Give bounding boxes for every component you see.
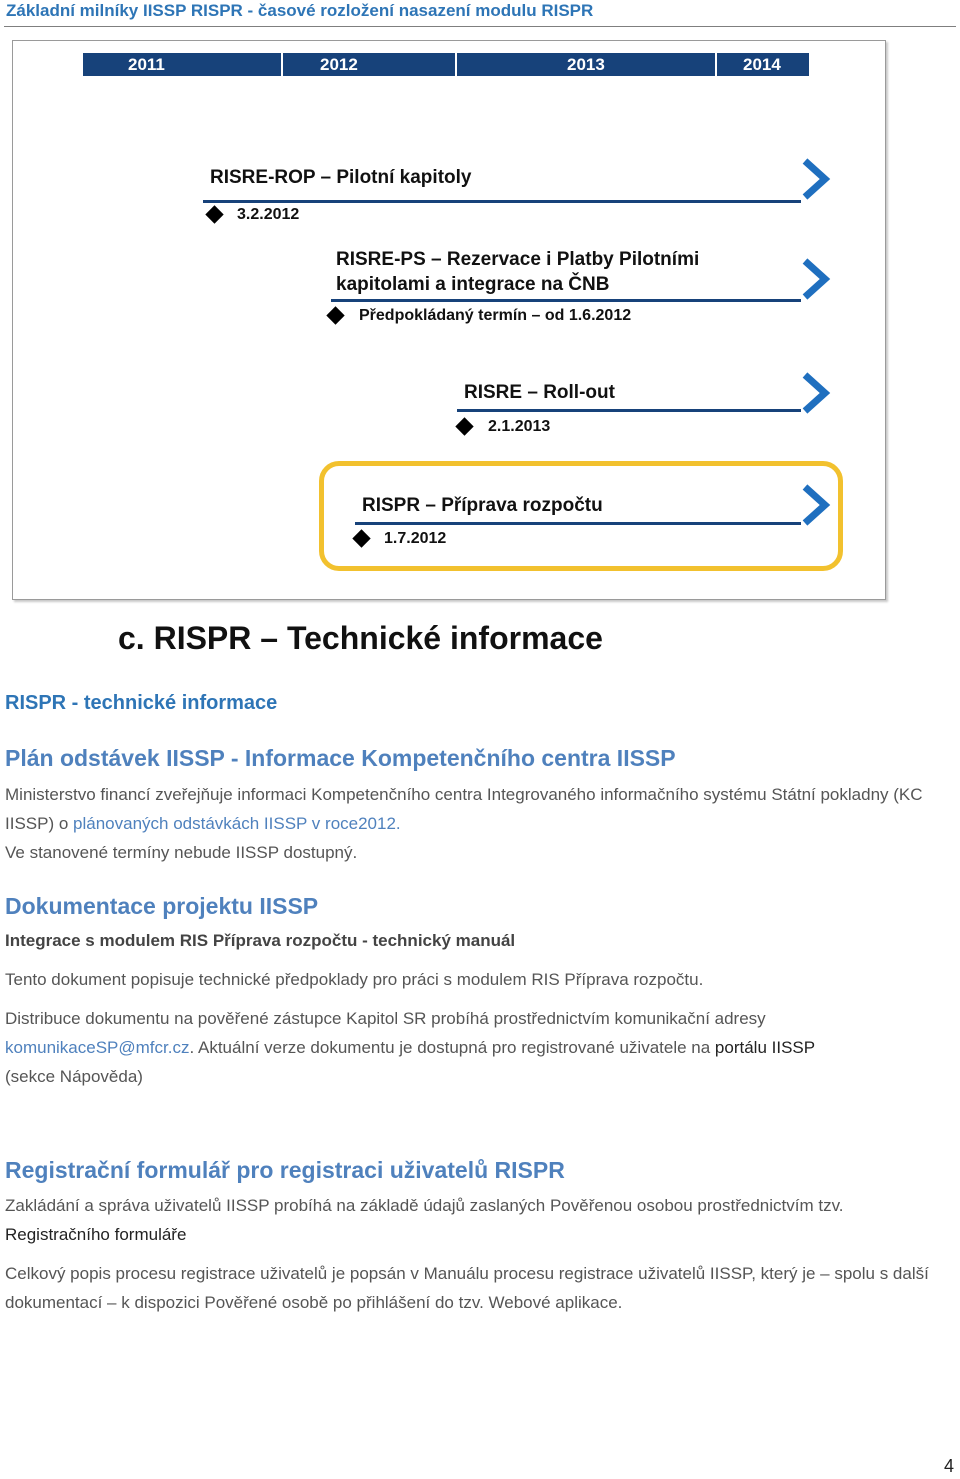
header-divider — [4, 26, 956, 27]
milestone-title: RISPR – Příprava rozpočtu — [362, 495, 603, 516]
registration-heading: Registrační formulář pro registraci uživatelů RISPR — [5, 1157, 565, 1183]
email-link[interactable]: komunikaceSP@mfcr.cz — [5, 1038, 190, 1057]
registration-paragraph — [5, 1191, 945, 1249]
milestone-date: 3.2.2012 — [237, 206, 300, 223]
registration-description: Celkový popis procesu registrace uživatelů je popsán v Manuálu procesu registrace uživatelů IISSP, který je – spolu s další dokumentací – k dispozici Pověřené osobě po přihlášení do tzv. Webové aplikace. — [5, 1264, 929, 1312]
year-bar-2012 — [283, 53, 455, 76]
year-label: 2014 — [743, 55, 781, 74]
doc-title: Integrace s modulem RIS Příprava rozpočtu - technický manuál — [5, 931, 516, 950]
year-label: 2011 — [128, 55, 165, 74]
milestone-title: RISRE – Roll-out — [464, 382, 615, 403]
outages-link[interactable]: plánovaných odstávkách IISSP v roce2012. — [73, 814, 401, 833]
page-number: 4 — [943, 1456, 954, 1476]
chevron-right-icon — [797, 157, 833, 201]
registration-form-link[interactable]: Registračního formuláře — [5, 1225, 187, 1244]
portal-link[interactable]: portálu IISSP — [714, 1038, 816, 1057]
milestone-date: 1.7.2012 — [384, 530, 447, 547]
milestone-title: RISRE-ROP – Pilotní kapitoly — [210, 167, 472, 188]
year-bar-2014 — [717, 53, 809, 76]
documentation-heading: Dokumentace projektu IISSP — [5, 893, 319, 919]
distribution-text: Distribuce dokumentu na pověřené zástupce Kapitol SR probíhá prostřednictvím komunikační adresy — [5, 1009, 766, 1028]
milestone-line — [203, 200, 801, 203]
diamond-icon — [205, 205, 223, 223]
distribution-text-3: (sekce Nápověda) — [5, 1067, 143, 1086]
milestone-title-line2: kapitolami a integrace na ČNB — [336, 274, 610, 295]
milestone-date: Předpokládaný termín – od 1.6.2012 — [359, 307, 632, 324]
outages-text: Ministerstvo financí zveřejňuje informaci Kompetenčního centra Integrovaného informačního systému Státní pokladny (KC IISSP) o — [5, 785, 923, 833]
year-bar-2013 — [457, 53, 715, 76]
doc-description: Tento dokument popisuje technické předpoklady pro práci s modulem RIS Příprava rozpočtu. — [5, 970, 704, 989]
milestone-line — [355, 522, 801, 525]
diamond-icon — [326, 306, 344, 324]
outages-paragraph — [5, 780, 945, 838]
registration-text: Zakládání a správa uživatelů IISSP probíhá na základě údajů zaslaných Pověřenou osobou prostřednictvím tzv. — [5, 1196, 844, 1215]
outages-availability: Ve stanovené termíny nebude IISSP dostupný. — [5, 843, 358, 862]
year-bar-2011 — [83, 53, 281, 76]
outages-heading: Plán odstávek IISSP - Informace Kompetenčního centra IISSP — [5, 745, 676, 771]
milestone-title: RISRE-PS – Rezervace i Platby Pilotními — [336, 249, 700, 270]
chevron-right-icon — [797, 371, 833, 415]
milestone-date: 2.1.2013 — [488, 418, 551, 435]
year-label: 2013 — [567, 55, 605, 74]
diamond-icon — [455, 417, 473, 435]
milestone-line — [457, 409, 801, 412]
year-label: 2012 — [320, 55, 358, 74]
section-heading: c. RISPR – Technické informace — [118, 620, 603, 656]
chevron-right-icon — [797, 257, 833, 301]
doc-distribution-paragraph — [5, 1004, 945, 1091]
chevron-right-icon — [797, 483, 833, 527]
milestone-line — [331, 299, 801, 302]
distribution-text-2: . Aktuální verze dokumentu je dostupná pro registrované uživatele na — [189, 1038, 715, 1057]
timeline-figure — [12, 40, 886, 600]
page-header-title: Základní milníky IISSP RISPR - časové rozložení nasazení modulu RISPR — [6, 1, 594, 20]
section-subheading: RISPR - technické informace — [5, 692, 278, 714]
